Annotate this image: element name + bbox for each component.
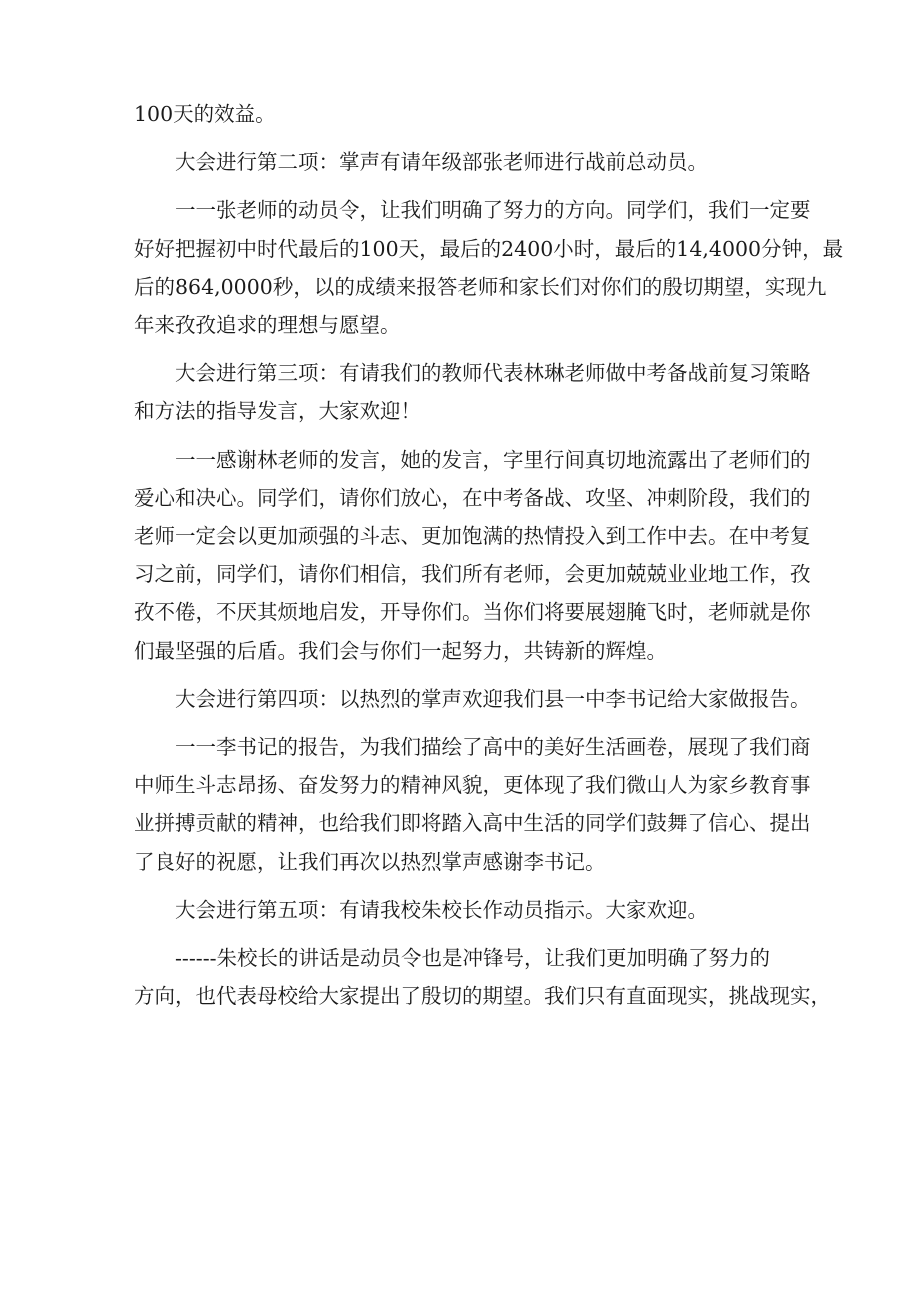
- text-line: 一一感谢林老师的发言，她的发言，字里行间真切地流露出了老师们的: [175, 447, 811, 472]
- text-line: 大会进行第二项：掌声有请年级部张老师进行战前总动员。: [175, 150, 708, 175]
- text-line: 老师一定会以更加顽强的斗志、更加饱满的热情投入到工作中去。在中考复: [134, 524, 811, 549]
- text-line: 好好把握初中时代最后的100天，最后的2400小时，最后的14,4000分钟，最: [134, 236, 844, 261]
- paragraph-9: [134, 939, 831, 1015]
- paragraph-7: [134, 728, 811, 881]
- text-line: 100天的效益。: [134, 102, 276, 126]
- text-line: 爱心和决心。同学们，请你们放心，在中考备战、攻坚、冲刺阶段，我们的: [134, 485, 811, 510]
- paragraph-8: [134, 891, 796, 929]
- text-line: 一一李书记的报告，为我们描绘了高中的美好生活画卷，展现了我们商: [175, 735, 811, 760]
- text-line: 习之前，同学们，请你们相信，我们所有老师，会更加兢兢业业地工作，孜: [134, 562, 811, 587]
- text-line: ------朱校长的讲话是动员令也是冲锋号，让我们更加明确了努力的: [175, 946, 771, 971]
- paragraph-6: [134, 680, 811, 718]
- text-line: 了良好的祝愿，让我们再次以热烈掌声感谢李书记。: [134, 849, 606, 874]
- text-line: 一一张老师的动员令，让我们明确了努力的方向。同学们，我们一定要: [175, 198, 811, 223]
- text-line: 年来孜孜追求的理想与愿望。: [134, 313, 401, 338]
- text-line: 方向，也代表母校给大家提出了殷切的期望。我们只有直面现实，挑战现实，: [134, 984, 831, 1009]
- paragraph-4: [134, 354, 811, 430]
- document-body: [134, 95, 844, 1025]
- text-line: 大会进行第五项：有请我校朱校长作动员指示。大家欢迎。: [175, 897, 708, 922]
- text-line: 大会进行第三项：有请我们的教师代表林琳老师做中考备战前复习策略: [175, 361, 811, 386]
- text-line: 孜不倦，不厌其烦地启发，开导你们。当你们将要展翅腌飞时，老师就是你: [134, 600, 811, 625]
- paragraph-5: [134, 441, 811, 670]
- text-line: 和方法的指导发言，大家欢迎！: [134, 399, 421, 424]
- paragraph-3: [134, 191, 844, 344]
- paragraph-2: [134, 143, 796, 181]
- text-line: 后的864,0000秒，以的成绩来报答老师和家长们对你们的殷切期望，实现九: [134, 274, 827, 299]
- text-line: 业拼搏贡献的精神，也给我们即将踏入高中生活的同学们鼓舞了信心、提出: [134, 811, 811, 836]
- paragraph-1: [134, 95, 796, 133]
- text-line: 们最坚强的后盾。我们会与你们一起努力，共铸新的辉煌。: [134, 638, 667, 663]
- text-line: 中师生斗志昂扬、奋发努力的精神风貌，更体现了我们微山人为家乡教育事: [134, 773, 811, 798]
- text-line: 大会进行第四项：以热烈的掌声欢迎我们县一中李书记给大家做报告。: [175, 686, 811, 711]
